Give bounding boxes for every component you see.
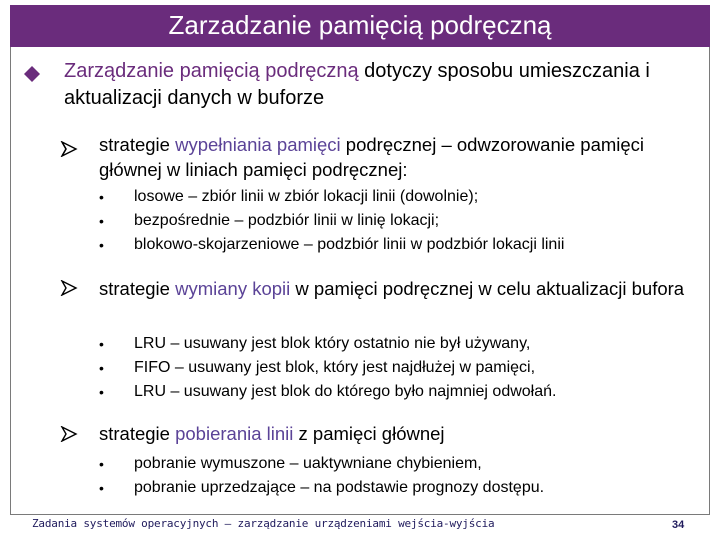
list-item: • blokowo-skojarzeniowe – podzbiór linii w podzbiór lokacji linii bbox=[99, 233, 709, 257]
section-suffix: z pamięci głównej bbox=[293, 423, 445, 444]
list-item: • LRU – usuwany jest blok który ostatnio nie był używany, bbox=[99, 332, 709, 356]
intro-term: Zarządzanie pamięcią podręczną bbox=[64, 60, 359, 82]
list-item: • LRU – usuwany jest blok do którego było najmniej odwołań. bbox=[99, 380, 709, 404]
arrow-bullet-icon bbox=[60, 280, 78, 296]
slide-title: Zarzadzanie pamięcią podręczną bbox=[168, 10, 552, 40]
section-suffix: w pamięci podręcznej w celu aktualizacji bufora bbox=[290, 278, 685, 299]
list-item: • bezpośrednie – podzbiór linii w linię lokacji; bbox=[99, 209, 709, 233]
section-prefix: strategie bbox=[99, 423, 176, 444]
section-prefix: strategie bbox=[99, 278, 176, 299]
bullet-dot-icon: • bbox=[99, 384, 104, 400]
list-item: • FIFO – usuwany jest blok, który jest najdłużej w pamięci, bbox=[99, 356, 709, 380]
slide-footer: Zadania systemów operacyjnych – zarządzanie urządzeniami wejścia-wyjścia bbox=[32, 517, 495, 530]
bullet-dot-icon: • bbox=[99, 480, 104, 496]
section-highlight: wypełniania pamięci bbox=[175, 134, 341, 155]
list-item: • losowe – zbiór linii w zbiór lokacji linii (dowolnie); bbox=[99, 185, 709, 209]
list-item: • pobranie wymuszone – uaktywniane chybieniem, bbox=[99, 452, 709, 476]
bullet-dot-icon: • bbox=[99, 336, 104, 352]
intro-rest: dotyczy sposobu umieszczania i aktualizacji danych w buforze bbox=[64, 60, 650, 109]
arrow-bullet-icon bbox=[60, 141, 78, 157]
section-prefix: strategie bbox=[99, 134, 176, 155]
bullet-list-wypelnianie bbox=[99, 185, 709, 257]
bullet-list-wymiana bbox=[99, 332, 709, 404]
slide-title-bar bbox=[10, 5, 710, 47]
bullet-dot-icon: • bbox=[99, 237, 104, 253]
page-number: 34 bbox=[672, 519, 685, 531]
bullet-dot-icon: • bbox=[99, 213, 104, 229]
bullet-dot-icon: • bbox=[99, 360, 104, 376]
section-wymiana bbox=[99, 276, 709, 301]
section-highlight: wymiany kopii bbox=[175, 278, 291, 299]
list-item: • pobranie uprzedzające – na podstawie prognozy dostępu. bbox=[99, 476, 709, 500]
section-suffix: podręcznej – odwzorowanie pamięci głównej w liniach pamięci podręcznej: bbox=[99, 134, 645, 180]
section-wypelnianie bbox=[99, 132, 709, 182]
section-highlight: pobierania linii bbox=[175, 423, 294, 444]
bullet-dot-icon: • bbox=[99, 189, 104, 205]
bullet-dot-icon: • bbox=[99, 456, 104, 472]
diamond-bullet-icon bbox=[24, 66, 40, 82]
intro-paragraph bbox=[64, 58, 694, 112]
bullet-list-pobieranie bbox=[99, 452, 709, 500]
arrow-bullet-icon bbox=[60, 426, 78, 442]
section-pobieranie bbox=[99, 421, 709, 446]
